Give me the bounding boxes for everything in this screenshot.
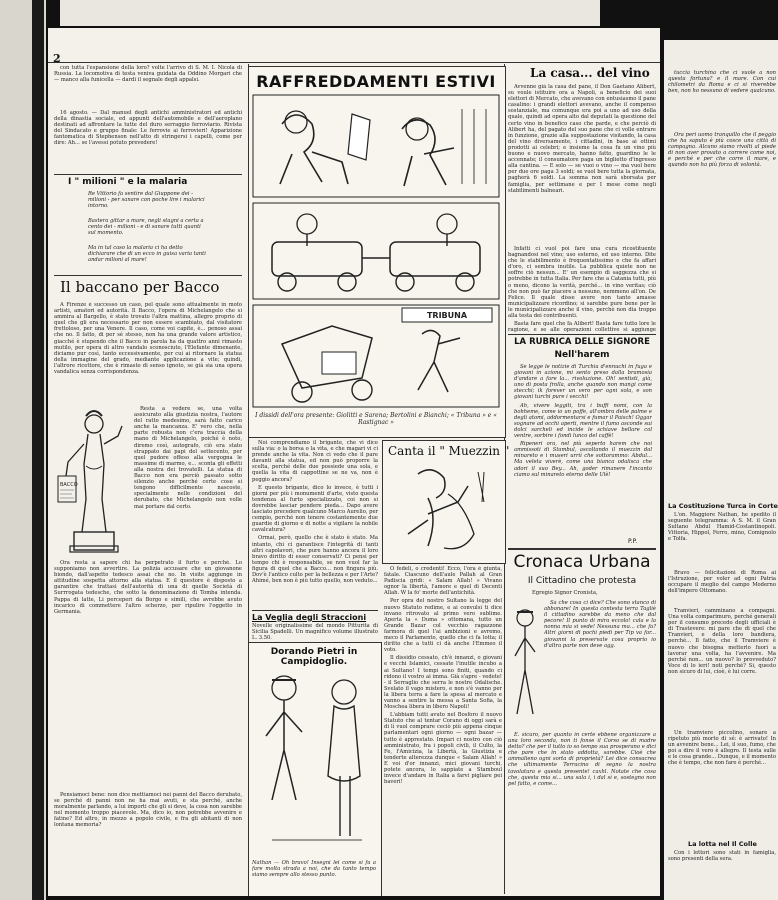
- malaria-title: I " milioni " e la malaria: [68, 177, 188, 187]
- adjacent-page-fragment: [664, 40, 778, 900]
- col2-text-a: Noi comprendiamo il brigante, che vi dice sulla via: o la borsa o la vita, e che magari vi ci prende anche la vita. Non ci vedo che il pare davanti alla statua, ed non può proporre la scelta, perché delle due possiede una sola, e quella la vita di cappottine se ne va, non è peggio ancora? E questo brigante, dico lo invece, è tutti i giorni per più i monumenti d'arte, visto questa tendenza al furto specializzato, coi non si dovrebbe lasciar pendere pieda... Dapo avere lasciato precedere qualcuno Marco Aurelio, per cempio, perché non tenere costantemente due guardie di giorno e di notte a vigilare la nobile cavalcatura? Ormai, però, quello che è stato è stato. Ma intanto, chi ci garantisce l'integrità di tanti altri capolavori, che pure hanno ancora il loro bravo diritto di esser conservati? Ci pensi per tempo chi è responsabile, se non vuol far la figura di quel che a Bacco... non fingura più. Dov'è l'antico culto per la bellezza e per l'Arte? Ahimé, ben non è più tutto quello, non veduto...: [252, 440, 378, 585]
- bacco-title: Il baccano per Bacco: [60, 278, 220, 296]
- malaria-poem-2: Bastera gittar a mare, negli stagni a certa a cento dei - milioni - e di sanare tutti quanti sul momento.: [88, 218, 204, 237]
- top-scan-strip: [0, 0, 778, 26]
- protesta-figure: [508, 602, 542, 722]
- vino-text: Avvenne già la casa del pane, il Don Gaetano Alibert, su voule istituire ora a Napoli, a beneficio dei suoi elettori di Mercato, che avevano con entusiasmo il pane casalino: i grandi elettori avevano, anche il compenso sostanziale, ma comunque era poi a uno ad uso della quale, quindi ad opera alto dal deputati la questione del certo vino in benefico caso che parde, e che perciò di Alibert ha, del pagato del suo pane che ci volle entrare in funzione, grazie alla suppostazione visitando, la casa del vino diversamente, i cittadini, in base ai ottimi prodotti ai celebri; e insieme la cosa fu un vino più buono e nuovo mercato, hanno fatto, guardino le le accennate; il consumatore paga un biglietto d'ingresso alla cantina. — E solo — se vuoi o vino — ma vuol bere per due ore paga 3 soldi; se vuol bere tutta la giornata, pagherà 6 soldi. La somma non sarà sborsata per famiglia, per settimane e per I mese come negli stabilimenti balneari.: [508, 84, 656, 194]
- harem-title: Nell'harem: [554, 350, 610, 360]
- harem-poem: Se legge le notizie di Turchia d'ennuchi in fuga e giovani in azione, mi sento preso dalla bramosia d'andare a fare la... rivoluzione. Oh! sentisti, già, uno di posta frolla, anche quando non mangi come stecchi; ik forever un vero per ogni sola, e son giovani turchi pure i vecchi! Ah, vivere leggiti, tra i buffi nomi, con la bohheme, come io un poffe, all'ombra delle palme e degli atomi, addormentarsi e fumar il Paisch! Oggar sognare ad occhi aperti, mentre il fumo asconde sui dolci sarcheli ed incide le schiave bellare col ventre, sorbire i fondi lunco del caffè! Ripeneri ora, nel più seperto harem che noi ammissoti di Stambul, ascoltando il muezzin dal minareto e i museri urriì che sottorammo: Abdul... Ma veleta viverè, come una bianca odalisca che adori il suo Bey... Ah, goder rimanere l'incanto ciamo sul minareto eterno delle Ulè!: [514, 364, 652, 478]
- dorando-caption: Nathan — Oh bravo! Insegni lei come si fa a fare molta strada a noi, che da tanto tempo siamo sempre allo stesso punto.: [252, 860, 376, 879]
- raffreddamenti-title: RAFFREDDAMENTI ESTIVI: [256, 72, 496, 91]
- col1-top-text: con tutta l'espansione della loro? volte l'arrivo di S. M. I. Nicola di Russia. La locomotiva di testa veniva guidata da Oddino Morgari che — manco alla funicella — dardi il segnale degli appalsi.: [54, 65, 242, 84]
- malaria-poem: Re Vittorio fa sentire dal Giuppone dei - milioni - per sanare con poche lire i malarici intorno.: [88, 191, 205, 210]
- tribuna-sign: TRIBUNA: [426, 311, 468, 320]
- bacco-text: A Firenze è successo un caso, pel quale sono attualmente in moto artisti, amatori ed autorità. Il Bacco, l'opera di Michelangelo che si ammira al Bargello, è stato trovato l'altra mattina, allegro proprio di quel che gli era necessario per non essere scambiato, dal visitatore frettoloso, per una Venere. Il caso, come voi capite, è... penoso assai che no. Il fatto, di per sé stesso, non ha una grande valore artistico, giacché è stupendo che il Bacco in parola ha da quattro anni rimasto mutilo, per opera di altro vandalo sconosciuto, l'Elefante dimenante, diciamo pur così, tanto eccessivamente, per cui ai ritornare la statua della immagine del grado, mediante applicazione a vite; quindi, l'altrore ricettore, che è rimasto di senso ignoto, se già sia una opera vandalica senza corrispondenza.: [54, 302, 242, 376]
- malaria-poem-3: Ma in tal caso la malaria ci ha detto dichiarare che di un ecco in guisa varia tanti andar milioni al mare!: [88, 245, 206, 264]
- dorando-title: Dorando Pietri in Campidoglio.: [270, 647, 358, 667]
- harem-signature: P.P.: [628, 538, 638, 545]
- tram-text-2: Un tramviere piccolino, sonare a ripetuto più morto di sé: è arrivato! In un avvenire bene... Lei, il suo, fumo, che poi a dire il vero è allegro. Il testa sulle e le cosa grande... Dunque, e il momento che è tempo, che non fare è perché...: [668, 730, 776, 767]
- statue-label: BACCO: [60, 482, 78, 488]
- vino-text-2: Infatti ci vuol poi fare una cura ricostituente bagnandosi nel vino; uso esterno, ed uso interno. Dite che le stabilimento è frequentatissimo e che fa affari d'oro, ci sembra inutile. La pubblica quiete non ne soffre ciò nessun... E' un esempio di saggezza che si potrebbe in tutta Italia. Per fare che a Catania tutti, più o meno, dicono la verità, perché... in vino veritas; ciò che non può far piacere a nessuno, nemmeno all'on. De Felice. Il quale disse avere non tanto amasse municipalizzare ricordino; si sarebbe pure bene per le le municipalizzare anche il vino, perchè non dia troppo alla testa dei contribuenti. Basta fare quel che fa Alibert! Basta fare tutto lore le ragione, e se alle operazioni collettive si aggiunge: [508, 246, 656, 332]
- veglia-title: La Veglia degli Straccioni: [252, 613, 367, 622]
- cartoon-panel-2: [252, 202, 500, 300]
- vino-title: La casa... del vino: [530, 66, 650, 80]
- left-page-edge: [0, 0, 46, 900]
- lotta-text: Con i lettori sono stati in famiglia, sono presenti della sera.: [668, 850, 776, 863]
- costituzione-title: La Costituzione Turca in Corte: [668, 502, 778, 510]
- veglia-text: Novelle originalissime del mondo Pitturita di Sicilia Spadelli. Un magnifico volume illustrato L. 3.50.: [252, 623, 378, 641]
- bacco-text-2: Resta a vedere se, una volta assicurato alla giustizia nostra, l'autore del ratto medesimo, sarà fatto carico anche la mancanza. E' vero che, nella parte robusta non c'era traccia della mano di Michelangelo, poiché è noto, diremo così, autografo, ciò era stato strappato dai papi del settecento, per quel pudore offeso alla vergogna le massime di marmo, e... sconta gli effetti alla nostra dei trovatelli. La statua di Bacco non era perciò passato sotto silenzio anche perché certe cose si tengono difficilmente nascoste, specialmente nelle condizioni del derubato, che Michelangelo non volle mai portare dal certo.: [134, 406, 242, 510]
- bacco-statue-illustration: [56, 404, 130, 554]
- lotta-title: La lotta nel Il Colle: [688, 840, 757, 848]
- costituzione-text-2: Bravo — felicitazioni di Roma ai l'Istruzione, per voler ad ogni Patria occupare il meglio del campo Moderno dell'impero Ottomano.: [668, 570, 776, 595]
- bacco-text-3: Ora resta a sapere chi ha perpetrato il furto e perché. Lo supponiamo non avvertire. La polizia accusare che un giovanone biondo, dall'aspetto tedesco assai che no. In visite aggiunge in attitudine sospetta attorno alla statua. E il questore è disposto a garantire che trattasi dell'autorità di una di quelle Società di Surrrogata tedesche, che sotto la denominazione di Tomba intenda. Pappa di latte, Li perceperi da Borgo e simili, che avrebbe avuto incarico di commettere l'altro scherzo, per ripulire l'oggetto in Germania.: [54, 560, 242, 615]
- costituzione-text: L'on. Maggiore Nathan, he spedito il seguente telegramma: A S. M. il Gran Sultano Abdul Hamid-Costantinopoli. Vittoria, Hippol, Ferro, mino, Comignolo e Tolfa.: [668, 512, 776, 543]
- dorando-cartoon: [252, 662, 376, 858]
- protesta-intro: Egregio Signor Cronista,: [532, 590, 598, 596]
- muezzin-poem: O fedeli, o credenti! Ecco, l'ora è giunta, fatale. Ciascuno dell'aule Pallah al Gran Padiscia gridi: « Salam Allah! » Vivano ognor la libertà, l'amore e quel di Decenti Allah. W la fo' morte dell'antichità. Per opra del nostro Sultano la legge del nuovo Statuto redime, e ai convulsi ti dice invano ritrovato al primo vero sublime. Aperta la « Duma » ottomana, tutto un Grande Bazar col vecchio ragazzone farmora di quel l'ai ambizioni e avremo, meco il Parlamento, quello che ci fa lotta; il diritto che a tutti ci dà anche l'Emmeo il voto. Il dissidio cessato, ch'è innanzi, o giovani e vecchi Islamici, cessate l'inutile incubo a ai Sultano! I tempi sono finiti, quando ci ridono il vostro ai imma. Già s'apre - vedete! - il Serraglio che serra le nostre Odalische. Svelato il vago mistero, e non s'è vanno per la libera terra a fare la spesa al mercato e vanno a sentire la messa a Santa Sofia, la Moschea libera in libero Napoli! L'abbiam tutti avuto nel Bosforo il nuovo Statuto che al tentar Corano di oggi sarà e di lì vuol comprare ceciò più appena cinque parlamentari ogni giorno — ogni bazar — tutto è apprestato. Impari ci nostro con ciò amministrato, fra i popoli civili, il Culto, la Fe, l'Amicizia, la Libertà, la Giustizia e tenderte alterezza dunque « Salam Allah! » E voi d'or innanzi, mici giovani turchi, potete ancora, lo sappiate a Stamboul invece d'andare in Italia a farvi pigliare pei baveri!: [384, 566, 502, 786]
- muezzin-cartoon: [388, 464, 500, 558]
- tram-text: Tranvieri, camminano a compagni. Una volta comparimuro, perché generali per il consumo precedo degli ufficiali è di Trastevere: mi pare che di quel che Tranvieri, e della loro bandiera, perché... Il fatto, che il Tramviere è nuovo che bisogna metterlo fuori a lavorar una volta, ha l'avvenire. Ma perché non... un nuovo? lo provveduto? Voce di lo ieri! noti perché? Si, questo non sicuro di lui, cioè, è lui corre.: [668, 608, 776, 675]
- page-number: 2: [53, 52, 61, 65]
- cronaca-title: Cronaca Urbana: [513, 552, 651, 572]
- newspaper-sheet: [48, 28, 660, 896]
- muezzin-title: Canta il " Muezzin ": [388, 444, 510, 458]
- cartoon-panel-3: [252, 304, 500, 408]
- raffreddamenti-caption: I dissidi dell'ora presente: Giolitti e Sarena; Bertolini e Bianchi; « Tribuna » e « Rastignac »: [255, 412, 497, 426]
- protesta-text-2: E. sicuro, per quanto in certe ebbene organizzare a una loro seconda, non ti fonse il Corso se di madre detto? che per il tutto io so tempo sua prosperano e dici che pare che in stato addotta, sarebbe. Cioè che ammalieno ogni sorta di proprietà? Lei dice consacrea che ultimamente Terracino di segno la nostra tavolatura e questa presente! caxhl. Notate che cosa che, questa mia si... una sala i, i dal sì e, sostegno non pel fatto, e come...: [508, 732, 656, 787]
- adj-text-top: tuccia turchina che ci vuole a non questa fortuna? e il mare. Con cui chilometri da Roma e ci si riverebbe ben, non ho nessuno di vedere qualcuno.: [668, 70, 776, 95]
- col1-agosto-text: 16 agosto. — Dal manuel degli antichi amministratori ed antichi della dinastia sociale, ed appunti dell'automobile e dell'aeroplano destinati ad affrontare la tutte del duro serraggio ferroviario. Rivista del Sindacato e gruppo finale: Le ferrovie ai ferrovieri! Apparizione fantomatica di Stephenson nell'atto di stringersi i capelli, come per dire: Ah... se l'avessi potuto prevedere!: [54, 110, 242, 147]
- rubrica-title: LA RUBRICA DELLE SIGNORE: [514, 337, 650, 347]
- bacco-text-4: Pensiamoci bene: non dice mettiamoci nei panni del Bacco derubato, se perché di panni non ne ha mai avuti, e sta perché, anche moralmente parlando, a lui importi che gli si deve, la cosa non sarebbe nel momento troppo piacevole. Ma, dico io, non potrebbe avvenire e fatine? Ed altro, in mezzo a popolo civile, e fra gli abitanti di non lontana memoria?: [54, 792, 242, 829]
- protesta-title: Il Cittadino che protesta: [527, 576, 637, 586]
- adj-text-a: Ora peri uomo tranquillo che il peggio che ha saputo è più cosce una città di campagna. Alcuno siamo rivolti al piede di non aver provato a correre come noi, e perché e per che corre il mare, e quando non ha più forza di volontà.: [668, 132, 776, 169]
- cartoon-panel-1: [252, 94, 500, 198]
- protesta-text: Sa che cosa ci dice? Che sono stanco di abbonare! In questa contesta terra Tagliè il cittadino sarebbe da meno che dal pecore! Il punto di mira eccolo! cala e la nonna mia si vede! Nessuna ma... che fa? Altri giorni di pochi piedi per Tip va far... giovanni la preservate cosa proprio io d'altra parte non deve agg.: [544, 600, 656, 649]
